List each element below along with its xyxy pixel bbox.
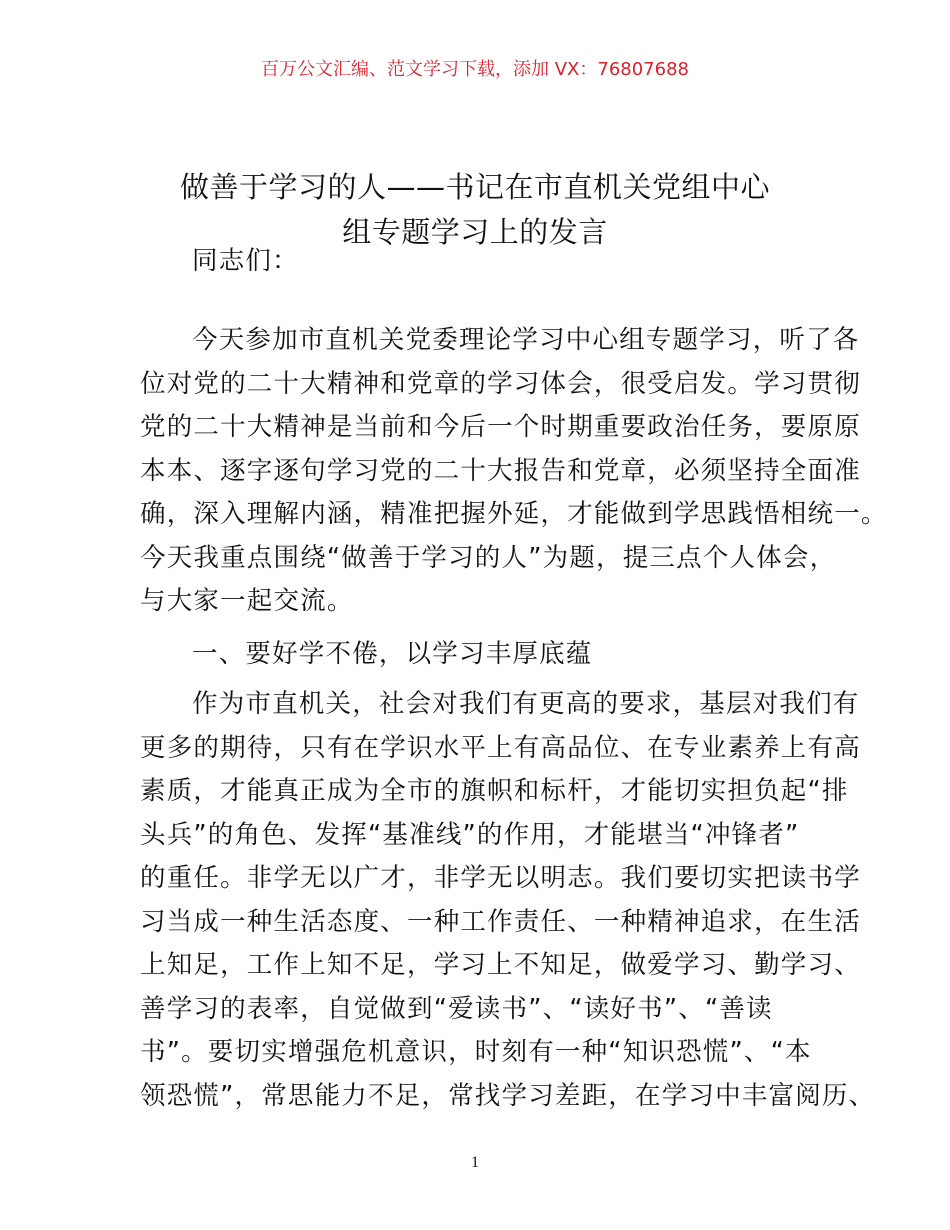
text-line: 头兵”的角色、发挥“基准线”的作用，才能堪当“冲锋者” bbox=[140, 819, 800, 850]
section-heading bbox=[140, 633, 830, 677]
salutation bbox=[140, 240, 830, 284]
header-banner: 百万公文汇编、范文学习下载，添加 VX：76807688 bbox=[261, 59, 689, 80]
salutation-text: 同志们： bbox=[192, 246, 299, 276]
document-title-line-1: 做善于学习的人——书记在市直机关党组中心 bbox=[179, 170, 770, 204]
paragraph-2 bbox=[140, 683, 876, 1118]
text-line: 本本、逐字逐句学习党的二十大报告和党章，必须坚持全面准 bbox=[140, 455, 861, 486]
text-line: 上知足，工作上知不足，学习上不知足，做爱学习、勤学习、 bbox=[140, 950, 861, 980]
text-line: 作为市直机关，社会对我们有更高的要求，基层对我们有 bbox=[192, 689, 860, 719]
section-1-heading: 一、要好学不倦，以学习丰厚底蕴 bbox=[192, 639, 593, 669]
text-line: 书”。要切实增强危机意识，时刻有一种“知识恐慌”、“本 bbox=[140, 1037, 812, 1067]
text-line: 的重任。非学无以广才，非学无以明志。我们要切实把读书学 bbox=[140, 863, 861, 893]
text-line: 位对党的二十大精神和党章的学习体会，很受启发。学习贯彻 bbox=[140, 368, 861, 399]
text-line: 习当成一种生活态度、一种工作责任、一种精神追求，在生活 bbox=[140, 906, 861, 937]
text-line: 领恐慌”，常思能力不足，常找学习差距，在学习中丰富阅历、 bbox=[140, 1080, 876, 1111]
paragraph-1 bbox=[140, 319, 888, 624]
text-line: 素质，才能真正成为全市的旗帜和标杆，才能切实担负起“排 bbox=[140, 776, 849, 806]
text-line: 今天我重点围绕“做善于学习的人”为题，提三点个人体会， bbox=[140, 542, 837, 573]
page-number: 1 bbox=[471, 1154, 479, 1171]
text-line: 确，深入理解内涵，精准把握外延，才能做到学思践悟相统一。 bbox=[140, 499, 888, 529]
text-line: 更多的期待，只有在学识水平上有高品位、在专业素养上有高 bbox=[140, 732, 861, 763]
document-title-line-2: 组专题学习上的发言 bbox=[342, 215, 608, 249]
text-line: 今天参加市直机关党委理论学习中心组专题学习，听了各 bbox=[192, 325, 860, 355]
text-line: 党的二十大精神是当前和今后一个时期重要政治任务，要原原 bbox=[140, 412, 861, 442]
text-line: 与大家一起交流。 bbox=[140, 586, 354, 616]
text-line: 善学习的表率，自觉做到“爱读书”、“读好书”、“善读 bbox=[140, 993, 773, 1024]
